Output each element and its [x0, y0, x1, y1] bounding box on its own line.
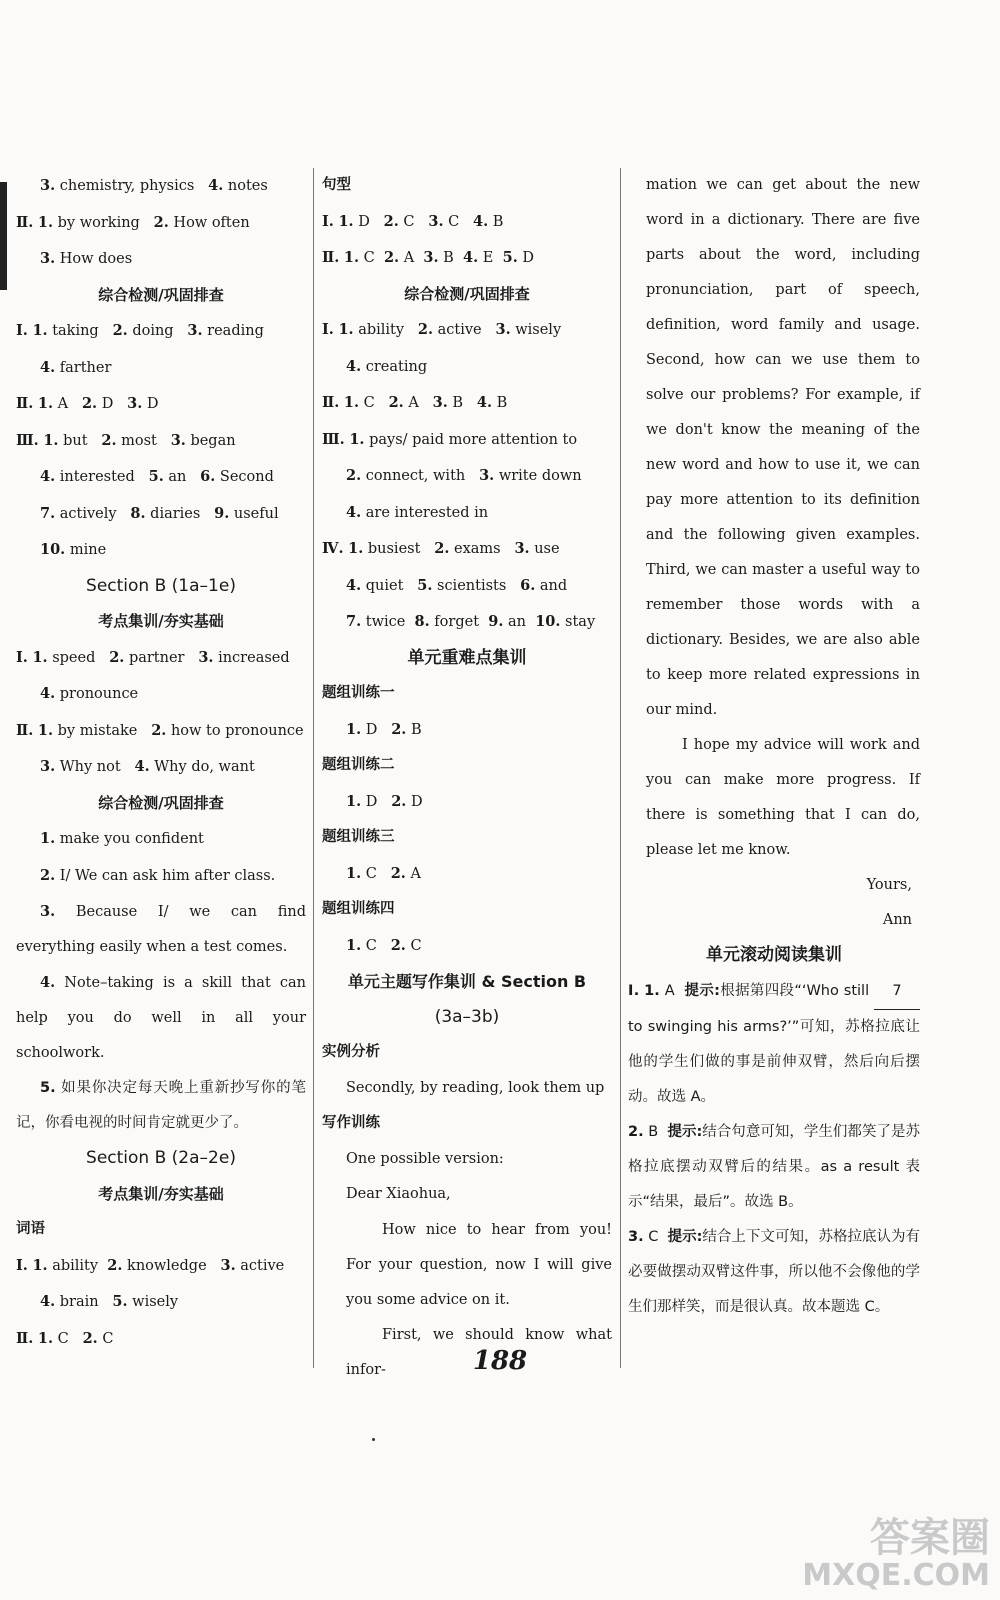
section-heading: 考点集训/夯实基础 — [98, 612, 224, 630]
section-heading: 单元主题写作集训 & Section B — [347, 972, 587, 991]
column-right — [628, 168, 920, 1363]
subheading: 题组训练一 — [322, 685, 395, 701]
subheading: 题组训练四 — [322, 901, 395, 917]
subheading: 题组训练三 — [322, 829, 395, 845]
answer-line: 1. make you confident — [40, 830, 204, 847]
letter-closing: Yours, — [866, 877, 912, 893]
section-title: Section B (1a–1e) — [86, 575, 236, 596]
answer-line: Ⅳ. 1. busiest 2. exams 3. use — [322, 540, 560, 557]
answer-line: Ⅰ. 1. ability 2. knowledge 3. active — [16, 1256, 285, 1274]
section-heading: 综合检测/巩固排查 — [98, 793, 224, 812]
watermark-logo — [790, 1516, 990, 1592]
subheading: 实例分析 — [322, 1044, 380, 1060]
answer-line: 7. actively 8. diaries 9. useful — [40, 504, 279, 522]
section-heading: 综合检测/巩固排查 — [98, 285, 224, 304]
letter-paragraph: I hope my advice will work and you can make more progress. If there is something that I can do, please let me know. — [646, 737, 920, 858]
column-left — [16, 168, 306, 1363]
answer-explanation: 3. C 提示:结合上下文可知，苏格拉底认为有必要做摆动双臂这件事，所以他不会像他的学生们那样笑，而是很认真。故本题选 C。 — [628, 1228, 920, 1315]
answer-line: 1. C 2. A — [346, 864, 421, 882]
answer-line: 2. I/ We can ask him after class. — [40, 866, 276, 884]
answer-paragraph: 3. Because I/ we can find everything easily when a test comes. — [16, 903, 306, 955]
section-heading: 单元重难点集训 — [407, 647, 527, 668]
answer-line: Ⅱ. 1. C 2. A 3. B 4. E 5. D — [322, 249, 534, 266]
answer-line: 4. quiet 5. scientists 6. and — [346, 576, 568, 594]
answer-blank: 7 — [874, 974, 920, 1010]
answer-line: 3. How does — [40, 250, 133, 267]
answer-line: 3. chemistry, physics 4. notes — [40, 177, 268, 194]
section-title: (3a–3b) — [434, 1006, 500, 1027]
answer-line: 4. are interested in — [346, 503, 489, 521]
answer-line: 7. twice 8. forget 9. an 10. stay — [346, 613, 596, 630]
answer-line: 2. connect, with 3. write down — [346, 467, 582, 484]
answer-line: 4. brain 5. wisely — [40, 1293, 179, 1310]
answer-line: 1. D 2. D — [346, 792, 423, 810]
letter-paragraph: First, we should know what infor- — [346, 1326, 612, 1378]
section-heading: 考点集训/夯实基础 — [98, 1184, 224, 1203]
answer-line: Ⅱ. 1. by mistake 2. how to pronounce — [16, 721, 304, 739]
answer-line: 4. creating — [346, 357, 428, 375]
answer-line: Ⅰ. 1. D 2. C 3. C 4. B — [322, 212, 504, 230]
section-heading: 单元滚动阅读集训 — [706, 945, 842, 965]
answer-line: 4. interested 5. an 6. Second — [40, 468, 274, 485]
text-line: Secondly, by reading, look them up — [346, 1079, 605, 1096]
column-divider — [313, 168, 314, 1368]
answer-paragraph: 4. Note–taking is a skill that can help you do well in all your schoolwork. — [16, 974, 306, 1061]
answer-line: 4. pronounce — [40, 685, 139, 702]
letter-paragraph: How nice to hear from you! For your question, now I will give you some advice on it. — [346, 1221, 612, 1308]
answer-line: Ⅱ. 1. C 2. A 3. B 4. B — [322, 394, 508, 411]
subheading: 句型 — [322, 177, 351, 193]
answer-line: Ⅰ. 1. speed 2. partner 3. increased — [16, 648, 290, 666]
answer-line: Ⅲ. 1. but 2. most 3. began — [16, 431, 236, 449]
answer-line: 1. D 2. B — [346, 720, 422, 738]
answer-line: 3. Why not 4. Why do, want — [40, 758, 255, 775]
answer-explanation: Ⅰ. 1. A 提示:根据第四段“‘Who still 7 to swinging his arms?’”可知，苏格拉底让他的学生们做的事是前伸双臂，然后向后摆动。故选 A。 — [628, 974, 920, 1115]
answer-line: 4. farther — [40, 358, 112, 376]
watermark-text: 答案圈 — [870, 1515, 990, 1561]
subheading: 题组训练二 — [322, 757, 395, 773]
column-middle — [322, 168, 612, 1378]
watermark-url: MXQE.COM — [802, 1558, 990, 1593]
letter-signature: Ann — [882, 912, 912, 928]
answer-line: Ⅱ. 1. C 2. C — [16, 1329, 114, 1347]
speck — [372, 1438, 375, 1441]
answer-line: Ⅱ. 1. A 2. D 3. D — [16, 395, 159, 412]
answer-line: Ⅲ. 1. pays/ paid more attention to — [322, 430, 578, 448]
subheading: 词语 — [16, 1221, 45, 1237]
answer-paragraph: 5. 如果你决定每天晚上重新抄写你的笔记，你看电视的时间肯定就更少了。 — [16, 1080, 307, 1131]
answer-line: Ⅱ. 1. by working 2. How often — [16, 213, 250, 231]
answer-explanation: 2. B 提示:结合句意可知，学生们都笑了是苏格拉底摆动双臂后的结果。as a result 表示“结果，最后”。故选 B。 — [628, 1123, 920, 1210]
answer-line: 1. C 2. C — [346, 936, 422, 954]
page-number: 188 — [472, 1346, 528, 1376]
subheading: 写作训练 — [322, 1115, 380, 1131]
letter-paragraph: mation we can get about the new word in a dictionary. There are five parts about the word, including pronunciation, part of speech, definition, word family and usage. Second, how can we use them to solve our problems? For example, if we don't know the meaning of the new word and how to use it, we can pay more attention to its definition and the following given examples. Third, we can master a useful way to remember those words with a dictionary. Besides, we are also able to keep more related expressions in our mind. — [646, 177, 920, 718]
section-title: Section B (2a–2e) — [86, 1148, 236, 1168]
answer-line: 10. mine — [40, 541, 107, 558]
answer-line: Ⅰ. 1. ability 2. active 3. wisely — [322, 321, 562, 338]
edge-binding-mark — [0, 182, 7, 290]
answer-line: Ⅰ. 1. taking 2. doing 3. reading — [16, 322, 264, 339]
section-heading: 综合检测/巩固排查 — [404, 284, 530, 303]
text-line: One possible version: — [346, 1150, 504, 1167]
letter-salutation: Dear Xiaohua, — [346, 1186, 451, 1202]
column-divider — [620, 168, 621, 1368]
